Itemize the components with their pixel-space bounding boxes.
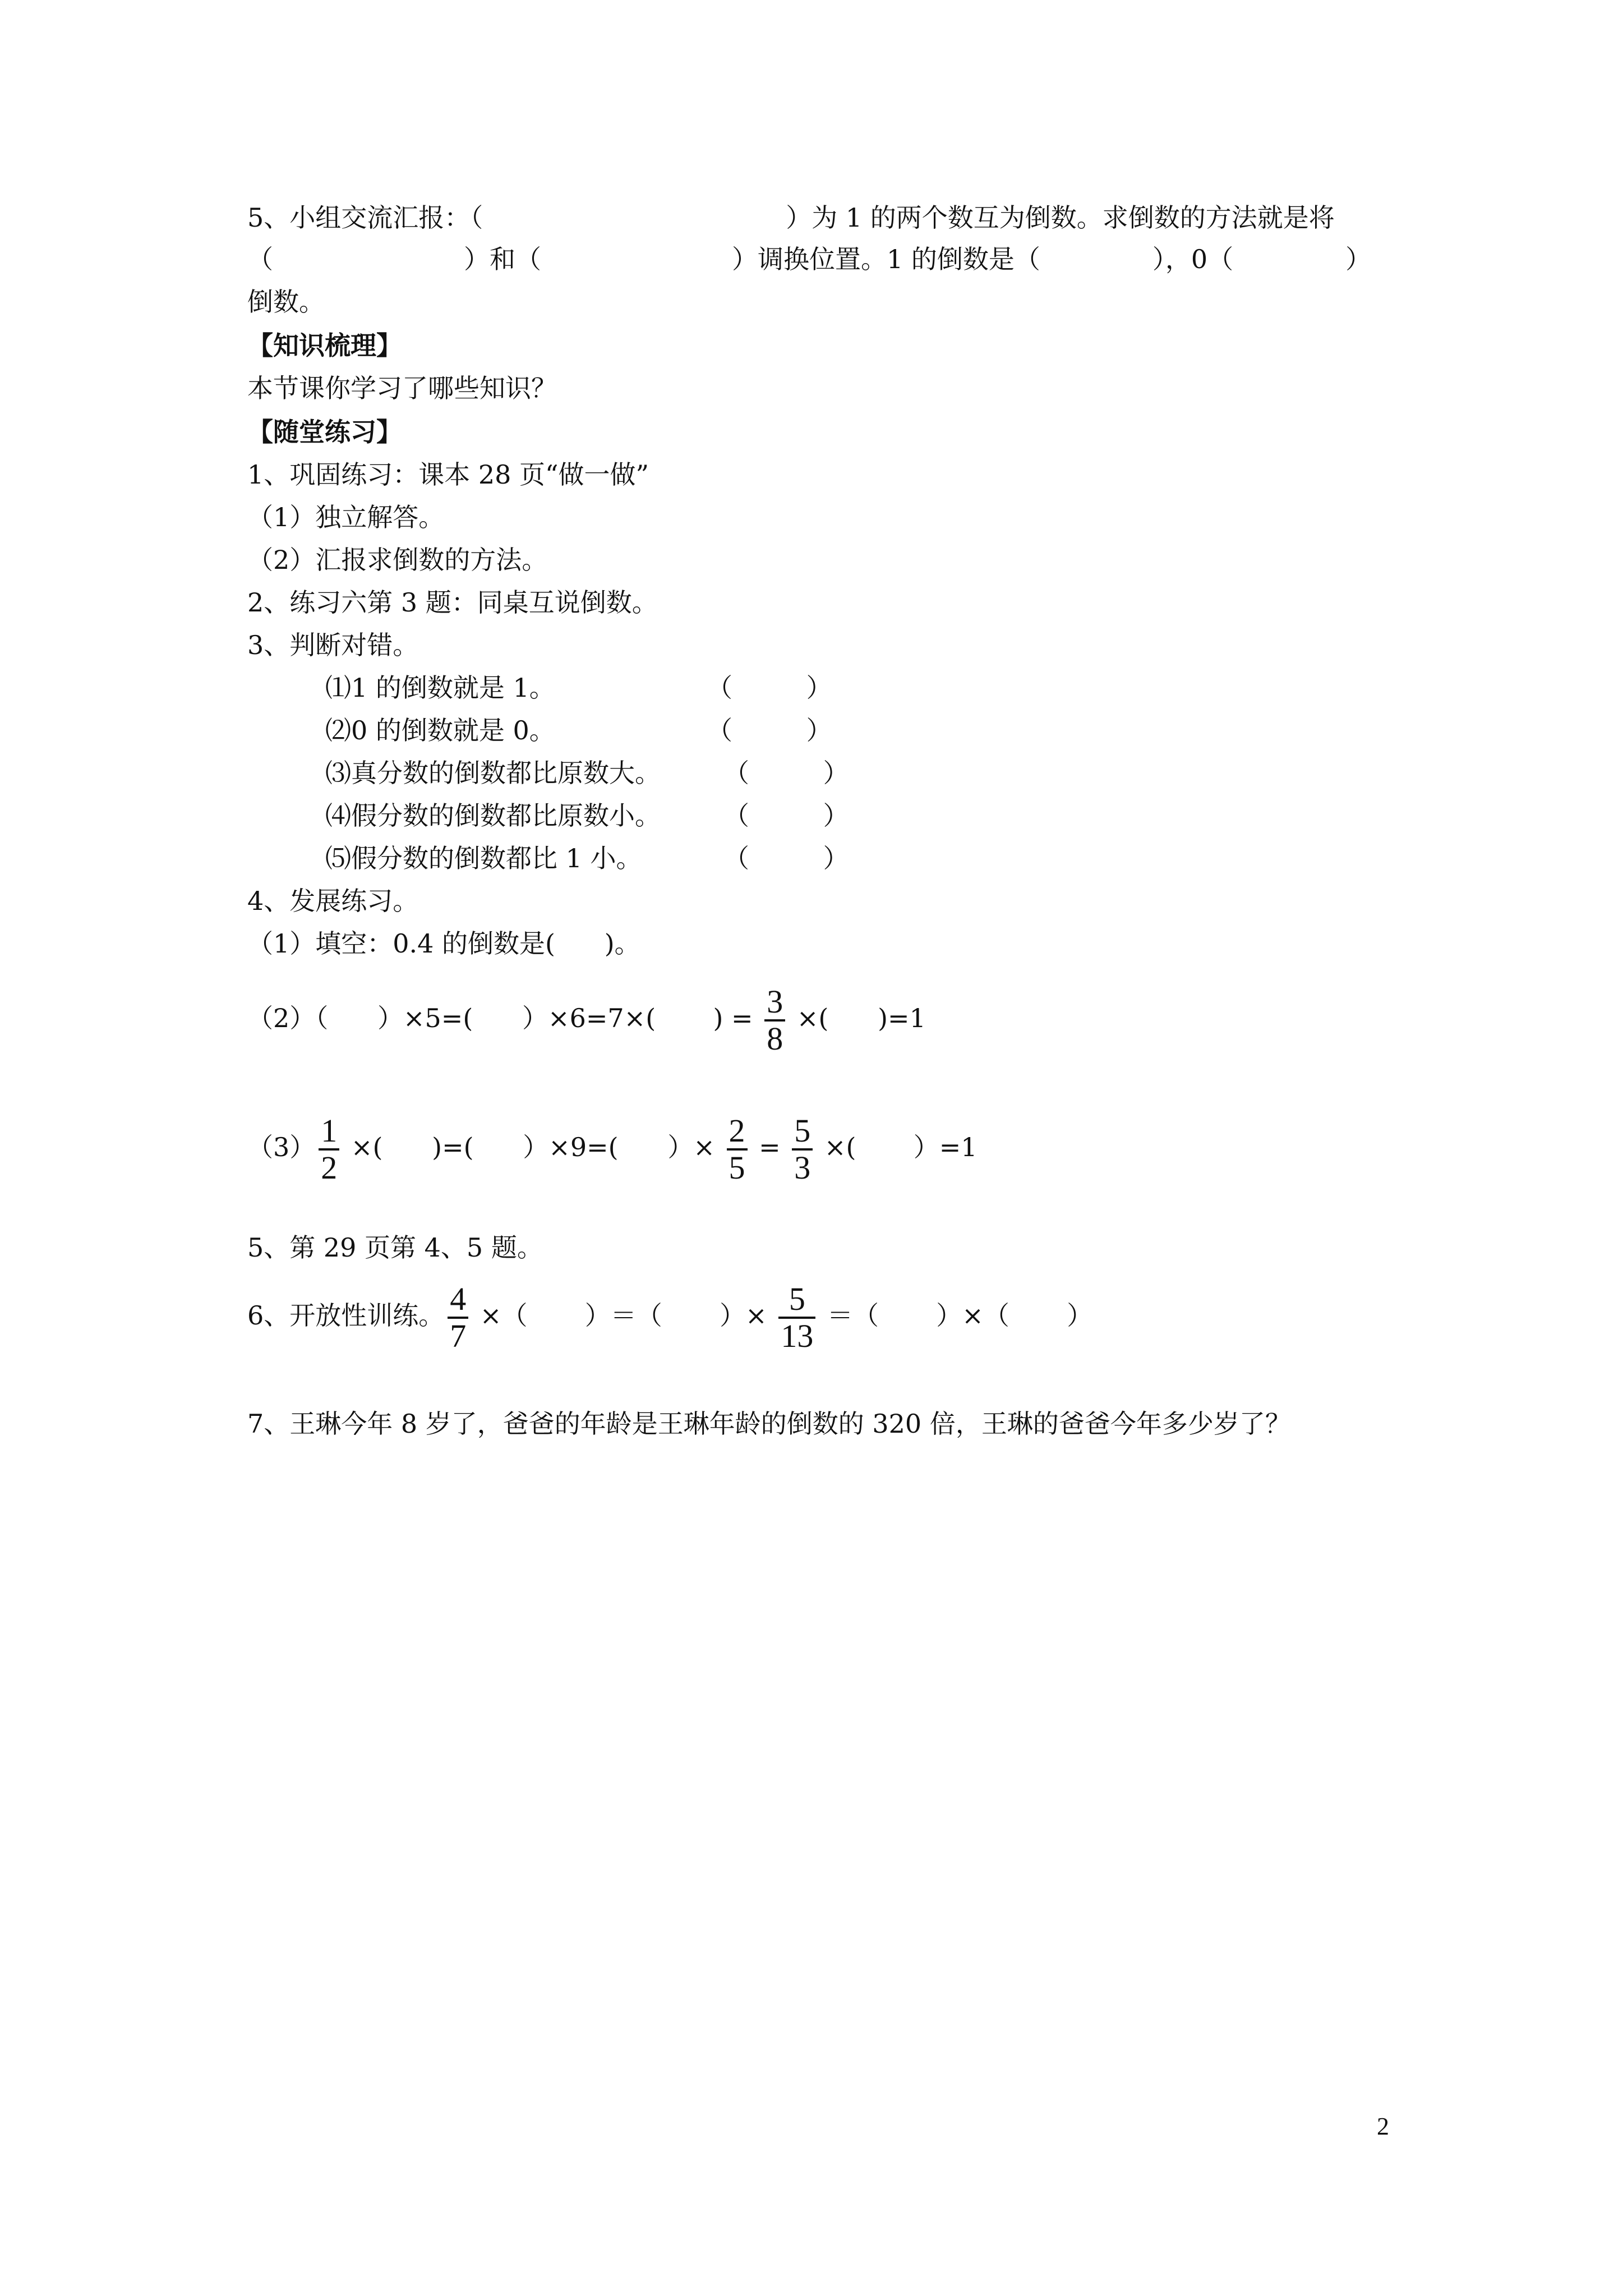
judge-text: ⑷假分数的倒数都比原数小。 <box>325 800 661 831</box>
exercise-5: 5、第 29 页第 4、5 题。 <box>247 1232 543 1263</box>
review-line-3: 倒数。 <box>247 287 325 317</box>
fraction-numerator: 2 <box>728 1112 745 1149</box>
review-text-e: ）调换位置。1 的倒数是（ <box>732 244 1040 274</box>
judge-item-3 <box>325 756 849 790</box>
fraction <box>448 1282 468 1354</box>
exercise-1-part-1: （1）独立解答。 <box>247 502 445 532</box>
fraction-numerator: 4 <box>450 1281 467 1317</box>
equation-text: ×（ ）＝（ ）× <box>472 1300 776 1331</box>
fraction <box>778 1282 815 1354</box>
exercise-2: 2、练习六第 3 题：同桌互说倒数。 <box>247 587 658 618</box>
fraction-numerator: 5 <box>794 1112 811 1149</box>
judge-blank: （ ） <box>723 800 849 831</box>
equation-text: （3） <box>247 1132 316 1162</box>
equation-text: ＝（ ）×（ ） <box>819 1300 1093 1331</box>
review-text-a: 5、小组交流汇报：（ <box>247 203 483 233</box>
fraction <box>764 984 785 1056</box>
exercise-4-part-3 <box>247 1114 978 1185</box>
fraction <box>727 1114 748 1185</box>
review-text-d: ）和（ <box>464 244 541 274</box>
exercise-3: 3、判断对错。 <box>247 630 419 660</box>
fraction-denominator: 13 <box>778 1317 815 1354</box>
review-text-c: （ <box>247 244 273 274</box>
judge-blank: （ ） <box>707 673 832 703</box>
equation-text: （2）（ ）×5=( ）×6=7×( ) = <box>247 1003 762 1033</box>
equation-text: ×( )=( ）×9=( ）× <box>343 1132 723 1162</box>
exercise-4: 4、发展练习。 <box>247 886 419 916</box>
judge-blank: （ ） <box>723 843 849 873</box>
judge-item-4 <box>325 799 849 832</box>
fraction-denominator: 2 <box>319 1148 339 1185</box>
fraction-denominator: 8 <box>764 1019 785 1056</box>
judge-blank: （ ） <box>707 715 832 746</box>
fraction-numerator: 3 <box>767 983 783 1020</box>
review-text-f: ），0（ <box>1152 244 1234 274</box>
judge-text: ⑶真分数的倒数都比原数大。 <box>325 758 661 788</box>
judge-blank: （ ） <box>723 758 849 788</box>
equation-text: ×( )=1 <box>789 1003 926 1033</box>
fraction-denominator: 5 <box>727 1148 748 1185</box>
fraction <box>792 1114 813 1185</box>
exercise-4-part-1: （1）填空：0.4 的倒数是( )。 <box>247 928 640 959</box>
summary-question: 本节课你学习了哪些知识？ <box>247 373 557 403</box>
review-text-b: ）为 1 的两个数互为倒数。求倒数的方法就是将 <box>786 203 1335 233</box>
fraction-numerator: 5 <box>789 1281 805 1317</box>
fraction-denominator: 7 <box>448 1317 468 1354</box>
review-line-1 <box>247 201 1335 234</box>
review-text-g: ） <box>1345 244 1372 274</box>
equation-text: ×( ）=1 <box>816 1132 978 1162</box>
fraction <box>319 1114 339 1185</box>
review-line-2 <box>247 242 1371 276</box>
judge-text: ⑴1 的倒数就是 1。 <box>325 673 555 703</box>
exercise-1: 1、巩固练习：课本 28 页“做一做” <box>247 459 649 490</box>
page-number: 2 <box>1377 2113 1389 2140</box>
judge-text: ⑵0 的倒数就是 0。 <box>325 715 555 746</box>
judge-item-5 <box>325 841 849 875</box>
exercise-1-part-2: （2）汇报求倒数的方法。 <box>247 545 548 575</box>
exercise-7: 7、王琳今年 8 岁了，爸爸的年龄是王琳年龄的倒数的 320 倍，王琳的爸爸今年多少岁了？ <box>247 1409 1291 1439</box>
fraction-numerator: 1 <box>321 1112 338 1149</box>
equation-text: = <box>750 1132 789 1162</box>
fraction-denominator: 3 <box>792 1148 813 1185</box>
judge-item-1 <box>325 671 832 705</box>
section-heading-summary: 【知识梳理】 <box>247 330 402 361</box>
equation-text: 6、开放性训练。 <box>247 1300 445 1331</box>
exercise-6 <box>247 1282 1092 1354</box>
judge-text: ⑸假分数的倒数都比 1 小。 <box>325 843 642 873</box>
judge-item-2 <box>325 714 832 747</box>
section-heading-practice: 【随堂练习】 <box>247 417 402 447</box>
exercise-4-part-2 <box>247 984 926 1056</box>
